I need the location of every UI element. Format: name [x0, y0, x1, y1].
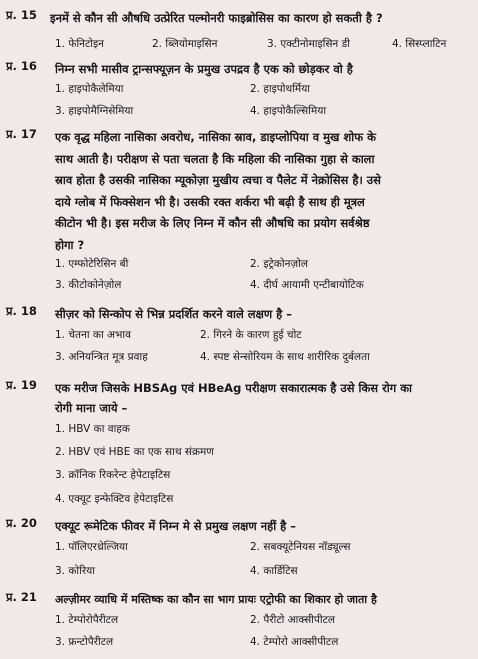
option-4: 4. दीर्घ आयामी एन्टीबायोटिक	[250, 279, 364, 291]
option-4: 4. स्पष्ट सेन्सोरियम के साथ शारीरिक दुर्बलता	[200, 351, 370, 363]
question-number: प्र. 20	[6, 516, 37, 530]
option-3: 3. हाइपोमैग्निसेमिया	[55, 105, 134, 117]
option-3: 3. क्रॉनिक रिकरेन्ट हेपेटाइटिस	[55, 469, 171, 481]
option-4: 4. कार्डिटिस	[250, 565, 298, 577]
option-3: 3. कीटोकोनेज़ोल	[55, 279, 122, 291]
question-number: प्र. 21	[6, 590, 37, 604]
option-2: 2. सबक्यूटेनियस नॉड्यूल्स	[250, 541, 351, 553]
question-number: प्र. 15	[6, 8, 37, 22]
question-line: साथ आती है। परीक्षण से पता चलता है कि महिला की नासिका गुहा से काला	[55, 151, 375, 166]
question-number: प्र. 19	[6, 378, 37, 392]
option-3: 3. फ्रन्टोपैरीटल	[55, 636, 114, 648]
option-1: 1. चेतना का अभाव	[55, 329, 131, 341]
option-2: 2. गिरने के कारण हुई चोट	[200, 329, 302, 341]
question-line: एक वृद्ध महिला नासिका अवरोध, नासिका स्राव, डाइप्लोपिया व मुख शोफ के	[55, 130, 376, 144]
question-line: होगा ?	[55, 237, 85, 252]
question-text: इनमें से कौन सी औषधि उत्प्रेरित पल्मोनरी फाइब्रोसिस का कारण हो सकती है ?	[50, 11, 383, 25]
question-number: प्र. 17	[6, 127, 37, 141]
option-4: 4. एक्यूट इन्फेक्टिव हेपेटाइटिस	[55, 493, 174, 505]
question-text: अल्ज़ीमर व्याधि में मस्तिष्क का कौन सा भाग प्रायः एट्रोफी का शिकार हो जाता है	[55, 593, 377, 606]
option-1: 1. पॉलिएरथ्रेल्जिया	[55, 541, 128, 553]
option-1: 1. हाइपोकैलेमिया	[55, 83, 124, 95]
question-line: स्राव होता है उसकी नासिका म्यूकोज़ा मुखीय त्वचा व पैलेट में नेक्रोसिस है। उसे	[55, 173, 381, 187]
option-1: 1. HBV का वाहक	[55, 423, 130, 435]
question-number: प्र. 18	[6, 304, 37, 318]
option-2: 2. पैरीटो आक्सीपीटल	[250, 614, 335, 626]
option-2: 2. HBV एवं HBE का एक साथ संक्रमण	[55, 446, 214, 458]
option-2: 2. ब्लियोमाइसिन	[152, 38, 218, 50]
option-3: 3. एक्टीनोमाइसिन डी	[267, 38, 350, 50]
option-1: 1. टेम्पोरोपैरीटल	[55, 614, 119, 626]
question-line: एक मरीज जिसके HBSAg एवं HBeAg परीक्षण सकारात्मक है उसे किस रोग का	[55, 381, 413, 395]
question-text	[55, 378, 470, 418]
question-text: एक्यूट रूमेटिक फीवर में निम्न मे से प्रमुख लक्षण नहीं है –	[55, 519, 297, 533]
option-4: 4. सिस्प्लाटिन	[392, 38, 447, 50]
question-text: निम्न सभी मासीव ट्रान्सफ्यूज़न के प्रमुख उपद्रव है एक को छोड़कर वो है	[55, 62, 353, 76]
option-3: 3. कोरिया	[55, 565, 95, 577]
question-line: दाये ग्लोब में फिक्सेशन भी है। उसकी रक्त शर्करा भी बढ़ी है साथ ही मूत्रल	[55, 194, 365, 209]
question-line: कीटोन भी है। इस मरीज के लिए निम्न में कौन सी औषधि का प्रयोग सर्वश्रेष्ठ	[55, 216, 370, 230]
option-2: 2. हाइपोथर्मिया	[250, 83, 311, 95]
option-2: 2. इट्रेकोनज़ोल	[250, 258, 309, 270]
option-4: 4. टेम्पोरो आक्सीपीटल	[250, 636, 339, 648]
question-text	[55, 127, 470, 256]
option-1: 1. एम्फोटेरिसिन बी	[55, 258, 129, 270]
question-line: रोगी माना जाये –	[55, 401, 128, 415]
question-text: सीज़र को सिन्कोप से भिन्न प्रदर्शित करने वाले लक्षण है –	[55, 307, 293, 321]
option-3: 3. अनियन्त्रित मूत्र प्रवाह	[55, 351, 148, 363]
question-number: प्र. 16	[6, 59, 37, 73]
option-1: 1. फेनिटोइन	[55, 38, 104, 50]
option-4: 4. हाइपोकैल्सिमिया	[250, 105, 327, 117]
